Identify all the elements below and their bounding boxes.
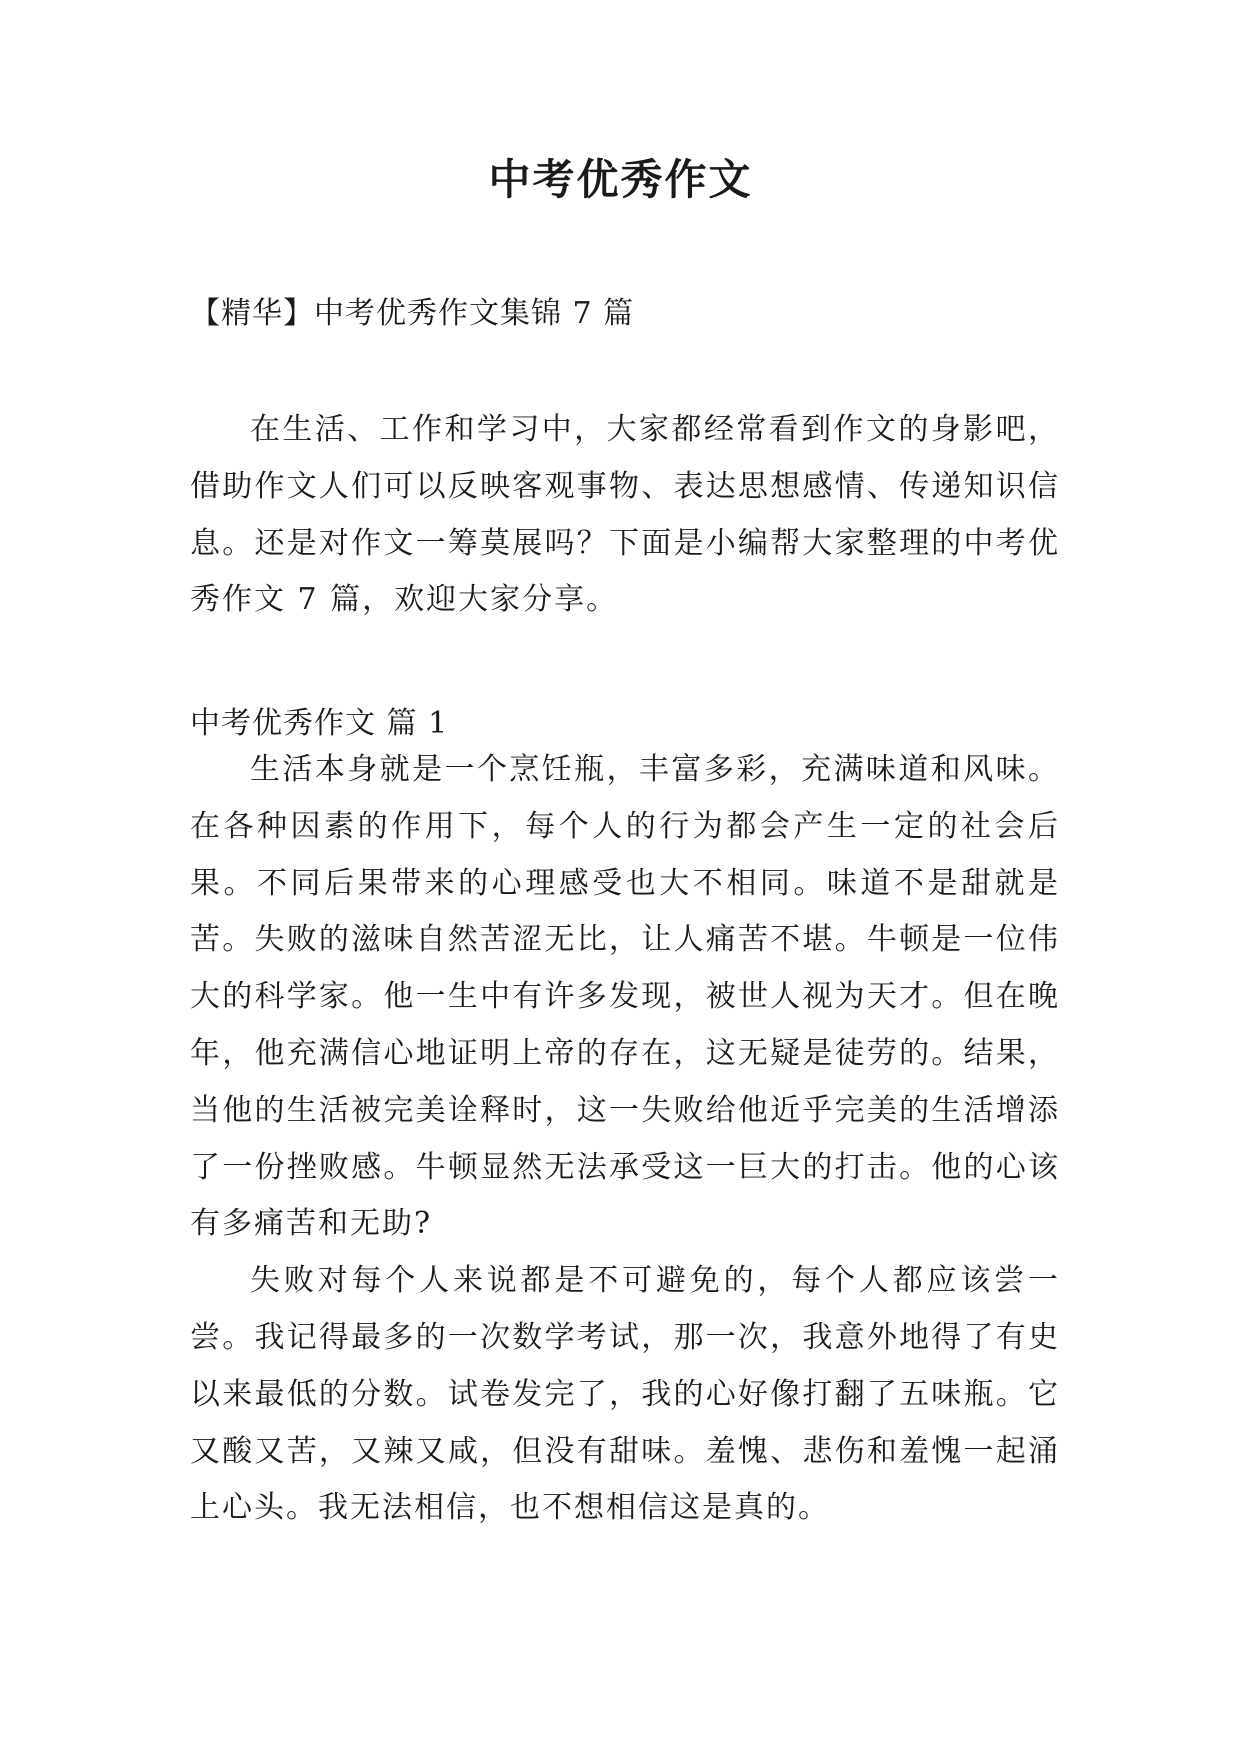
section-paragraph-1: 生活本身就是一个烹饪瓶，丰富多彩，充满味道和风味。在各种因素的作用下，每个人的行为都会产生一定的社会后果。不同后果带来的心理感受也大不相同。味道不是甜就是苦。失败的滋味自然苦涩无比，让人痛苦不堪。牛顿是一位伟大的科学家。他一生中有许多发现，被世人视为天才。但在晚年，他充满信心地证明上帝的存在，这无疑是徒劳的。结果，当他的生活被完美诠释时，这一失败给他近乎完美的生活增添了一份挫败感。牛顿显然无法承受这一巨大的打击。他的心该有多痛苦和无助? <box>190 752 1060 1242</box>
intro-block <box>190 402 1060 629</box>
section-body <box>190 742 1060 1537</box>
intro-paragraph: 在生活、工作和学习中，大家都经常看到作文的身影吧，借助作文人们可以反映客观事物、表达思想感情、传递知识信息。还是对作文一筹莫展吗？下面是小编帮大家整理的中考优秀作文 7 篇，欢迎大家分享。 <box>190 412 1060 618</box>
document-subtitle: 【精华】中考优秀作文集锦 7 篇 <box>190 296 635 331</box>
document-title: 中考优秀作文 <box>488 155 753 204</box>
section-paragraph-2: 失败对每个人来说都是不可避免的，每个人都应该尝一尝。我记得最多的一次数学考试，那一次，我意外地得了有史以来最低的分数。试卷发完了，我的心好像打翻了五味瓶。它又酸又苦，又辣又咸，但没有甜味。羞愧、悲伤和羞愧一起涌上心头。我无法相信，也不想相信这是真的。 <box>190 1263 1060 1526</box>
section-heading: 中考优秀作文 篇 1 <box>190 706 449 741</box>
